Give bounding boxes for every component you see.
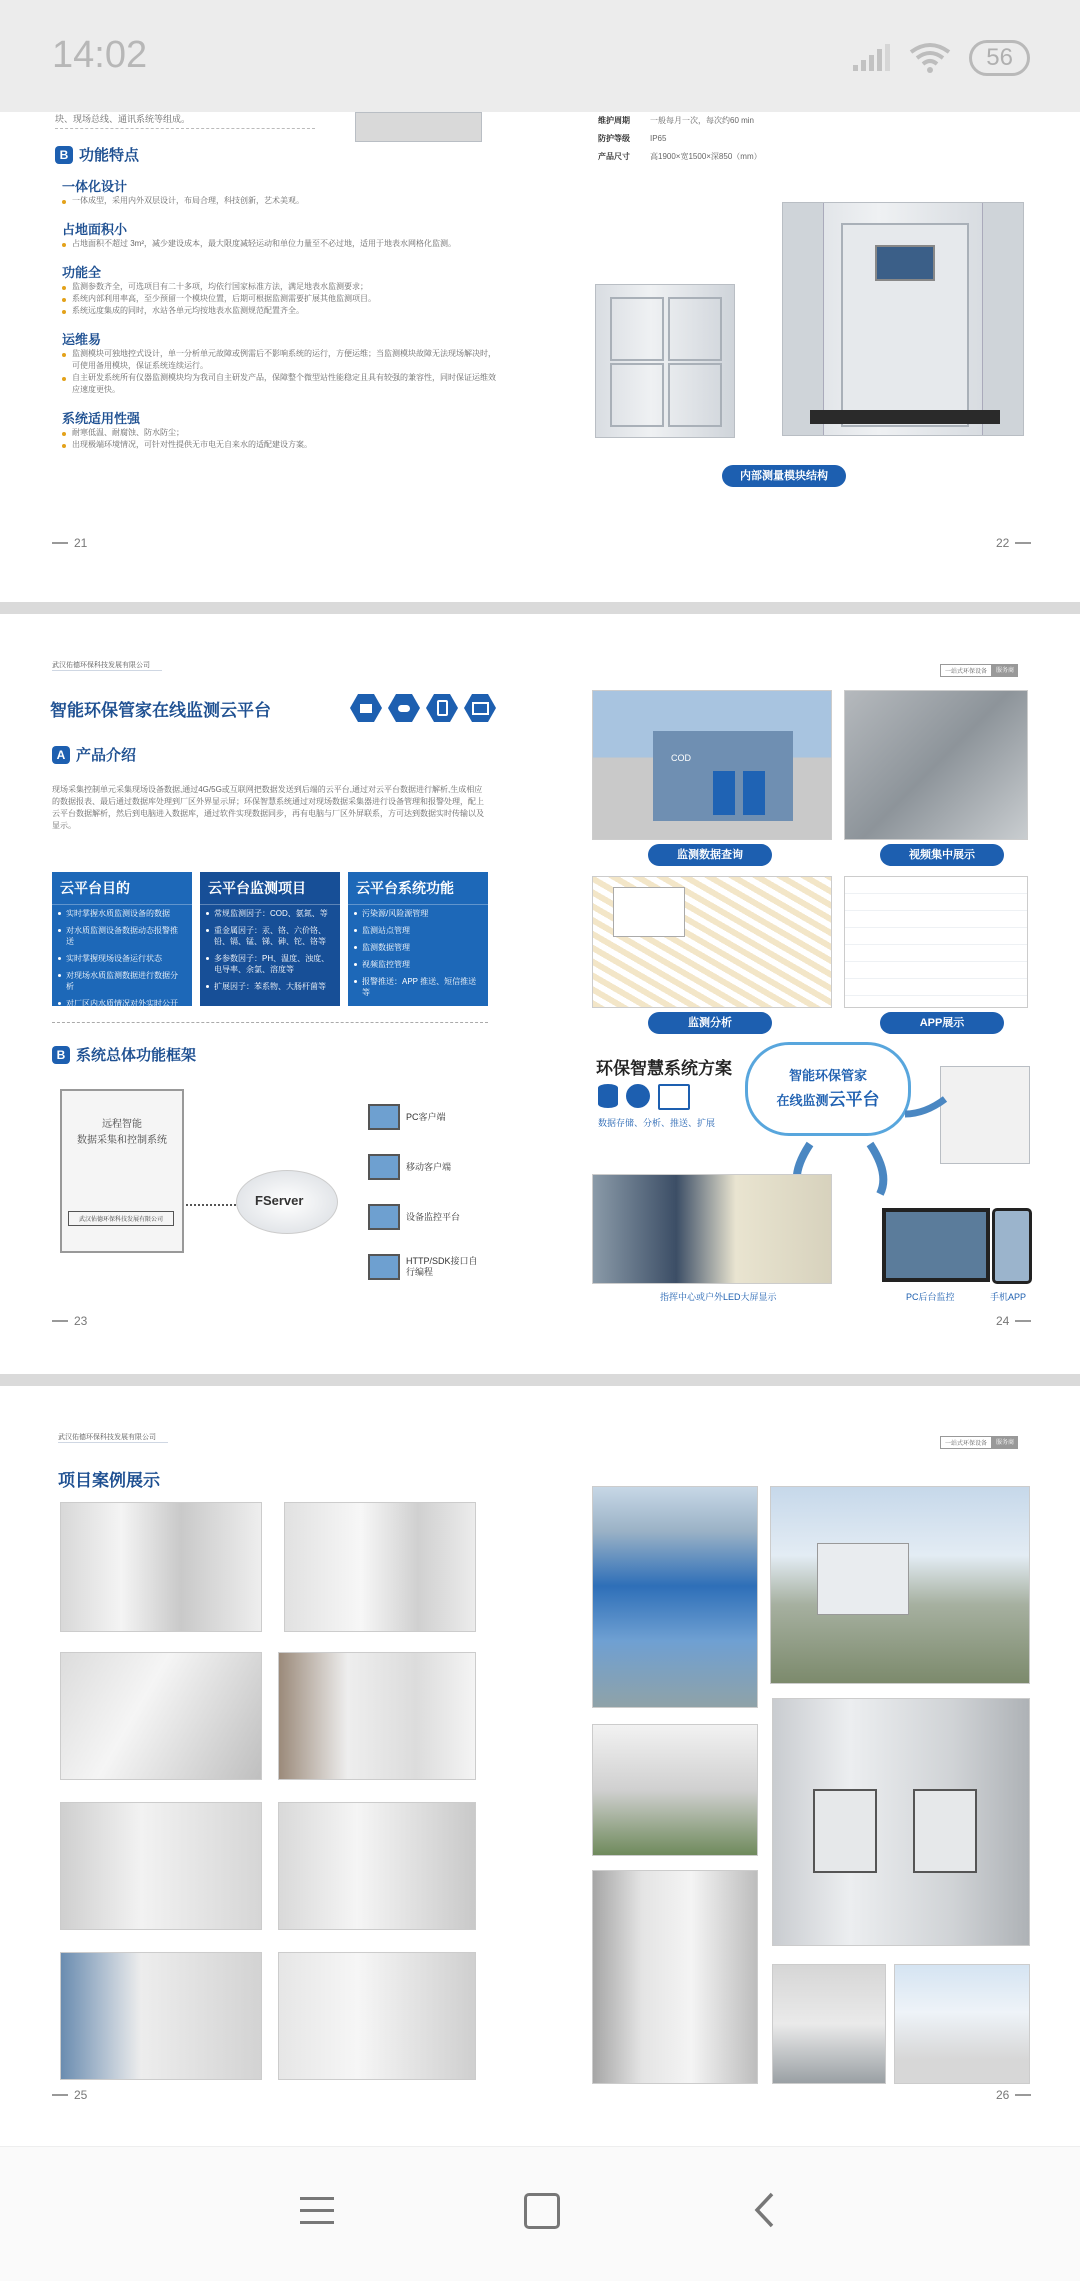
data-table-image [844, 876, 1028, 1008]
page-number-26: 26 [996, 2088, 1031, 2102]
cloud-panel-item: 实时掌握现场设备运行状态 [52, 950, 192, 967]
company-header: 武汉佑德环保科技发展有限公司 [52, 660, 162, 671]
feature-block [62, 176, 497, 207]
map-analysis-image [592, 876, 832, 1008]
page-number-25: 25 [52, 2088, 87, 2102]
intro-tail-text: 块、现场总线、通讯系统等组成。 [55, 114, 191, 124]
video-icon [350, 694, 382, 722]
endpoint-item [368, 1204, 486, 1230]
cloud-panel-item: 对水质监测设备数据动态报警推送 [52, 922, 192, 950]
feature-block [62, 408, 497, 451]
case-photo-open-cabinet [772, 1698, 1030, 1946]
endpoint-device-icon [368, 1154, 400, 1180]
feature-line: 系统内部利用率高，至少预留一个模块位置，后期可根据监测需要扩展其他监测项目。 [62, 293, 497, 305]
cable-line [186, 1204, 236, 1206]
spec-value: IP65 [650, 134, 667, 143]
battery-indicator: 56 [969, 40, 1030, 76]
cloud-panel-item: 视频监控管理 [348, 956, 488, 973]
header-tag [940, 1436, 1018, 1449]
section-title-features [55, 144, 139, 165]
cloud-panel [200, 872, 340, 1006]
cloud-panel-item: 实时掌握水质监测设备的数据 [52, 905, 192, 922]
case-photo-3 [60, 1652, 262, 1780]
monitor-icon [464, 694, 496, 722]
case-photo-4 [278, 1652, 476, 1780]
signal-icon [851, 43, 891, 73]
page-number-22: 22 [996, 536, 1031, 550]
page-title-cloud: 智能环保管家在线监测云平台 [50, 701, 271, 720]
case-photo-cabinets [592, 1870, 758, 2084]
button-app-display[interactable]: APP展示 [880, 1012, 1004, 1034]
menu-icon[interactable] [300, 2195, 334, 2225]
cloud-panel-item: 扩展因子：苯系物、大肠杆菌等 [200, 978, 340, 995]
case-photo-tank [592, 1724, 758, 1856]
cloud-icon [388, 694, 420, 722]
screen-caption-led: 指挥中心或户外LED大屏显示 [660, 1292, 777, 1302]
feature-line: 占地面积不超过 3m²，减少建设成本，最大限度减轻运动和单位力量至不必过地，适用于地表水网格化监测。 [62, 238, 497, 250]
page-number-21: 21 [52, 536, 87, 550]
section-title-intro [52, 744, 136, 765]
cloud-panel-item: 监测数据管理 [348, 939, 488, 956]
cloud-panel-item: 监测站点管理 [348, 922, 488, 939]
section-title-text: 产品介绍 [76, 747, 137, 764]
analysis-icon [626, 1084, 650, 1108]
spread-23-24 [0, 614, 1080, 1374]
back-icon[interactable] [752, 2191, 776, 2229]
feature-title: 运维易 [62, 332, 102, 347]
status-icons [851, 40, 1030, 76]
section-title-text: 系统总体功能框架 [76, 1047, 197, 1064]
endpoint-device-icon [368, 1254, 400, 1280]
device-text-1: 远程智能 [102, 1119, 142, 1130]
cabinet-base [810, 410, 1000, 424]
cloud-panel-title: 云平台目的 [52, 872, 192, 905]
cabinet-large-image [782, 202, 1024, 436]
tag-2: 服务商 [992, 664, 1018, 677]
endpoint-item [368, 1104, 486, 1130]
spec-row [598, 112, 762, 130]
cloud-panel-item: 污染源/风险源管理 [348, 905, 488, 922]
case-photo-small-house [894, 1964, 1030, 2084]
spec-row [598, 130, 762, 148]
status-time: 14:02 [52, 34, 148, 76]
endpoint-label: 设备监控平台 [406, 1211, 461, 1222]
intro-paragraph: 现场采集控制单元采集现场设备数据,通过4G/5G或互联网把数据发送到后端的云平台,通过对云平台数据进行解析,生成相应的数据报表、最后通过数据库处理到厂区外界显示屏；环保智慧系统通过对现场数据采集器进行设备管理和报警处理，配上云平台数据解析，然后到电脑进入数据库，通过软件实现数据同步，再有电脑与厂区外屏联系，方可达到数据实时传输以及显示。 [52, 785, 484, 830]
cloud-panel-item: 对厂区内水质情况对外实时公开 [52, 995, 192, 1012]
divider [55, 128, 315, 129]
led-screen-image [592, 1174, 832, 1284]
monitoring-station-image [592, 690, 832, 840]
case-photo-8 [278, 1952, 476, 2080]
database-icon [598, 1084, 618, 1108]
wifi-icon [909, 42, 951, 74]
case-photo-7 [60, 1952, 262, 2080]
case-photo-station-house [770, 1486, 1030, 1684]
header-tag [940, 664, 1018, 677]
solution-icons [598, 1084, 690, 1110]
feature-icon-row [350, 694, 496, 722]
page-number-24: 24 [996, 1314, 1031, 1328]
pc-monitor-image [882, 1208, 990, 1282]
feature-line: 监测模块可独地控式设计，单一分析单元故障或例需后不影响系统的运行，方便运维；当监测模块故障无法现场解决时，可使用备用模块，保证系统连续运行。 [62, 348, 497, 372]
feature-line: 耐寒低温、耐腐蚀、防水防尘； [62, 427, 497, 439]
cloud-panel [52, 872, 192, 1006]
feature-block [62, 219, 497, 250]
folder-icon [658, 1084, 690, 1110]
flow-arrow-left [900, 1094, 950, 1124]
page-number-23: 23 [52, 1314, 87, 1328]
spec-row [598, 148, 762, 166]
button-monitor-data-query[interactable]: 监测数据查询 [648, 844, 772, 866]
cloud-panel-title: 云平台系统功能 [348, 872, 488, 905]
spec-label: 维护周期 [598, 116, 630, 125]
case-photo-interior [772, 1964, 886, 2084]
button-video-display[interactable]: 视频集中展示 [880, 844, 1004, 866]
endpoint-device-icon [368, 1204, 400, 1230]
mobile-phone-image [992, 1208, 1032, 1284]
device-text-2: 数据采集和控制系统 [77, 1135, 167, 1146]
feature-list [62, 176, 497, 463]
endpoint-label: 移动客户端 [406, 1161, 452, 1172]
endpoint-label: HTTP/SDK接口自行编程 [406, 1256, 478, 1277]
section-title-text: 功能特点 [79, 147, 140, 164]
video-wall-image [844, 690, 1028, 840]
cloud-panel-item: 报警推送：APP 推送、短信推送等 [348, 973, 488, 1001]
screen-caption-pc: PC后台监控 [906, 1292, 955, 1302]
caption-button-module-structure[interactable]: 内部测量模块结构 [722, 465, 846, 487]
endpoint-device-icon [368, 1104, 400, 1130]
button-monitor-analysis[interactable]: 监测分析 [648, 1012, 772, 1034]
feature-line: 自主研发系统所有仪器监测模块均为我司自主研发产品，保障整个微型站性能稳定且具有较强的兼容性，同时保证运维效应速度更快。 [62, 372, 497, 396]
section-title-framework [52, 1044, 196, 1065]
feature-block [62, 262, 497, 317]
cabinet-small-image [595, 284, 735, 438]
case-photo-5 [60, 1802, 262, 1930]
page-separator [0, 1374, 1080, 1386]
cloud-platform-bubble [745, 1042, 911, 1136]
case-photo-6 [278, 1802, 476, 1930]
device-company-plate: 武汉佑德环保科技发展有限公司 [68, 1211, 174, 1226]
feature-line: 出现极端环境情况，可针对性提供无市电无自来水的适配建设方案。 [62, 439, 497, 451]
page-separator [0, 602, 1080, 614]
tag-2: 服务商 [992, 1436, 1018, 1449]
section-badge: B [52, 1046, 70, 1064]
endpoint-list [368, 1092, 493, 1322]
cloud-line-2: 在线监测云平台 [776, 1090, 880, 1109]
cloud-panel-item: 对现场水质监测数据进行数据分析 [52, 967, 192, 995]
company-header: 武汉佑德环保科技发展有限公司 [58, 1432, 168, 1443]
collector-box-image [940, 1066, 1030, 1164]
divider [52, 1022, 488, 1023]
feature-title: 功能全 [62, 265, 102, 280]
cloud-panels [52, 872, 488, 1006]
system-nav-bar [0, 2146, 1080, 2281]
phone-icon [426, 694, 458, 722]
feature-title: 系统适用性强 [62, 411, 141, 426]
spec-label: 产品尺寸 [598, 152, 630, 161]
tag-1: 一站式环保设备 [940, 664, 992, 677]
cloud-panel [348, 872, 488, 1006]
server-cloud [236, 1170, 338, 1234]
cloud-line-1: 智能环保管家 [788, 1068, 867, 1083]
section-badge: A [52, 746, 70, 764]
feature-line: 一体成型，采用内外双层设计，布局合理，科技创新，艺术美观。 [62, 195, 497, 207]
server-label: FServer [255, 1193, 304, 1208]
feature-block [62, 329, 497, 396]
spec-label: 防护等级 [598, 134, 630, 143]
cloud-panel-item: 重金属因子：汞、铬、六价铬、铅、镉、锰、锑、砷、铊、铬等 [200, 922, 340, 950]
case-photo-pool [592, 1486, 758, 1708]
feature-line: 系统远度集成的同时，水站各单元均按地表水监测规范配置齐全。 [62, 305, 497, 317]
cloud-panel-item: 常规监测因子：COD、氨氮、等 [200, 905, 340, 922]
endpoint-label: PC客户端 [406, 1111, 446, 1122]
spread-25-26 [0, 1386, 1080, 2146]
case-photo-1 [60, 1502, 262, 1632]
endpoint-item [368, 1254, 486, 1280]
section-badge: B [55, 146, 73, 164]
solution-subtitle: 数据存储、分析、推送、扩展 [598, 1118, 716, 1128]
screen-caption-app: 手机APP [990, 1292, 1027, 1302]
status-bar [0, 0, 1080, 112]
feature-title: 一体化设计 [62, 179, 128, 194]
spec-table [598, 112, 762, 166]
page-title-cases: 项目案例展示 [58, 1471, 160, 1490]
feature-line: 监测参数齐全，可选项目有二十多项，均依行国家标准方法，满足地表水监测要求； [62, 281, 497, 293]
cod-label: COD [671, 753, 691, 763]
cloud-panel-item: 多参数因子：PH、温度、浊度、电导率、余氯、溶度等 [200, 950, 340, 978]
solution-title: 环保智慧系统方案 [596, 1059, 732, 1078]
tag-1: 一站式环保设备 [940, 1436, 992, 1449]
spec-value: 一般每月一次，每次约60 min [650, 116, 755, 125]
home-icon[interactable] [524, 2193, 560, 2229]
spread-21-22 [0, 112, 1080, 602]
endpoint-item [368, 1154, 486, 1180]
cloud-panel-title: 云平台监测项目 [200, 872, 340, 905]
feature-title: 占地面积小 [62, 222, 128, 237]
product-image-fragment [355, 112, 482, 142]
case-photo-2 [284, 1502, 476, 1632]
data-acquisition-device [60, 1089, 184, 1253]
spec-value: 高1900×宽1500×深850（mm） [650, 152, 762, 161]
